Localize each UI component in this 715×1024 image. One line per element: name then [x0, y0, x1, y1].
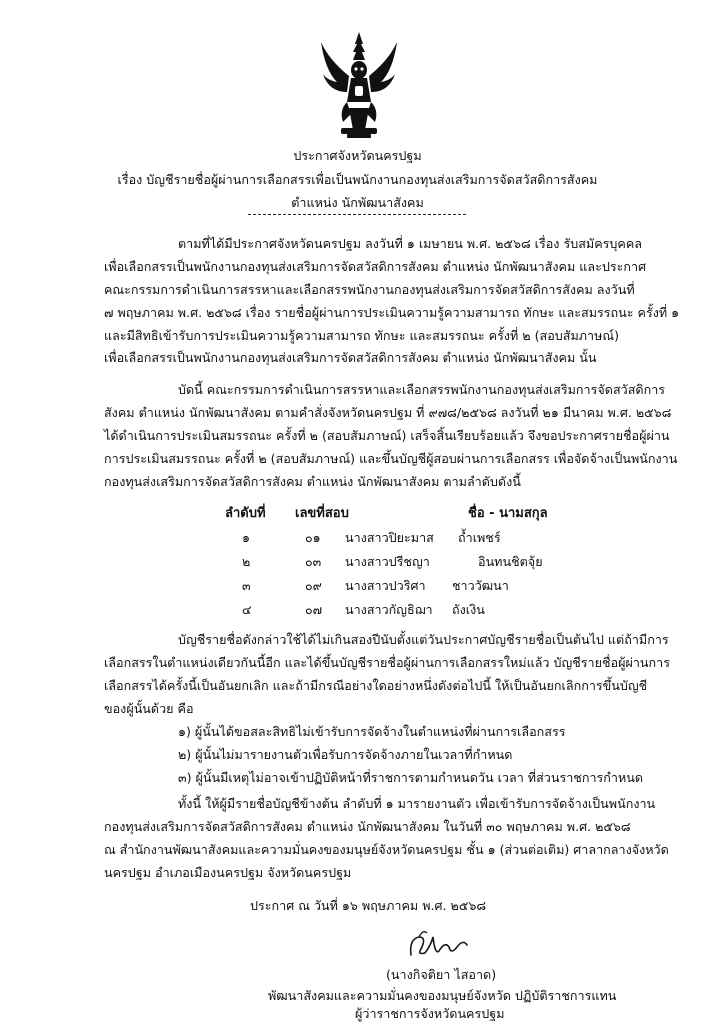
row-first-name: นางสาวปิยะมาส — [345, 530, 434, 545]
table-header-exam-no: เลขที่สอบ — [295, 506, 349, 521]
row-last-name: อินทนชิตจุ้ย — [478, 554, 543, 569]
paragraph-1-line: ตามที่ได้มีประกาศจังหวัดนครปฐม ลงวันที่ ๑ เมษายน พ.ศ. ๒๕๖๘ เรื่อง รับสมัครบุคคล — [178, 236, 642, 251]
row-first-name: นางสาวปรีชญา — [345, 554, 430, 569]
header-separator — [248, 214, 466, 215]
condition-item: ๒) ผู้นั้นไม่มารายงานตัวเพื่อรับการจัดจ้างภายในเวลาที่กำหนด — [178, 747, 513, 762]
announcement-subject: เรื่อง บัญชีรายชื่อผู้ผ่านการเลือกสรรเพื่อเป็นพนักงานกองทุนส่งเสริมการจัดสวัสดิการสังคม — [117, 172, 598, 187]
row-exam-no: ๐๑ — [305, 530, 321, 545]
paragraph-1-line: เพื่อเลือกสรรเป็นพนักงานกองทุนส่งเสริมการจัดสวัสดิการสังคม ตำแหน่ง นักพัฒนาสังคม นั้น — [104, 350, 597, 365]
garuda-emblem-icon — [319, 30, 399, 140]
signer-title: พัฒนาสังคมและความมั่นคงของมนุษย์จังหวัด ปฏิบัติราชการแทน — [268, 988, 617, 1003]
paragraph-2-line: การประเมินสมรรถนะ ครั้งที่ ๒ (สอบสัมภาษณ์) และขึ้นบัญชีผู้สอบผ่านการเลือกสรร เพื่อจัดจ้างเป็นพนักงาน — [104, 451, 678, 466]
row-exam-no: ๐๙ — [305, 578, 322, 593]
paragraph-4-line: ทั้งนี้ ให้ผู้มีรายชื่อบัญชีข้างต้น ลำดับที่ ๑ มารายงานตัว เพื่อเข้ารับการจัดจ้างเป็นพนักงาน — [178, 796, 656, 811]
condition-item: ๑) ผู้นั้นได้ขอสละสิทธิไม่เข้ารับการจัดจ้างในตำแหน่งที่ผ่านการเลือกสรร — [178, 724, 566, 739]
paragraph-2-line: บัดนี้ คณะกรรมการดำเนินการสรรหาและเลือกสรรพนักงานกองทุนส่งเสริมการจัดสวัสดิการ — [178, 382, 666, 397]
row-order: ๒ — [242, 554, 251, 569]
paragraph-3-line: เลือกสรรได้ครั้งนี้เป็นอันยกเลิก และถ้ามีกรณีอย่างใดอย่างหนึ่งดังต่อไปนี้ ให้เป็นอันยกเลิกการขึ้นบัญชี — [104, 678, 648, 693]
row-exam-no: ๐๗ — [305, 602, 323, 617]
paragraph-2-line: สังคม ตำแหน่ง นักพัฒนาสังคม ตามคำสั่งจังหวัดนครปฐม ที่ ๙๗๘/๒๕๖๘ ลงวันที่ ๒๑ มีนาคม พ.ศ. ๒๕๖๘ — [104, 405, 672, 420]
row-first-name: นางสาวกัญธิฌา — [345, 602, 433, 617]
announcement-title: ประกาศจังหวัดนครปฐม — [293, 148, 422, 163]
row-last-name: ถ้ำเพชร์ — [458, 530, 501, 545]
row-order: ๔ — [242, 602, 252, 617]
announcement-date: ประกาศ ณ วันที่ ๑๖ พฤษภาคม พ.ศ. ๒๕๖๘ — [250, 898, 487, 913]
signer-name: (นางกิจติยา ไสอาด) — [386, 967, 497, 982]
paragraph-1-line: คณะกรรมการดำเนินการสรรหาและเลือกสรรพนักงานกองทุนส่งเสริมการจัดสวัสดิการสังคม ลงวันที่ — [104, 282, 635, 297]
row-last-name: ถังเงิน — [452, 602, 485, 617]
paragraph-2-line: ได้ดำเนินการประเมินสมรรถนะ ครั้งที่ ๒ (สอบสัมภาษณ์) เสร็จสิ้นเรียบร้อยแล้ว จึงขอประกาศรายชื่อผู้ผ่าน — [104, 428, 670, 443]
paragraph-3-line: ของผู้นั้นด้วย คือ — [104, 701, 194, 716]
paragraph-1-line: ๗ พฤษภาคม พ.ศ. ๒๕๖๘ เรื่อง รายชื่อผู้ผ่านการประเมินความรู้ความสามารถ ทักษะ และสมรรถนะ ครั้งที่ ๑ — [104, 305, 680, 320]
announcement-position: ตำแหน่ง นักพัฒนาสังคม — [291, 195, 424, 210]
row-first-name: นางสาวปวริศา — [345, 578, 426, 593]
row-order: ๑ — [242, 530, 250, 545]
signer-title-governor: ผู้ว่าราชการจังหวัดนครปฐม — [355, 1006, 505, 1021]
paragraph-4-line: ณ สำนักงานพัฒนาสังคมและความมั่นคงของมนุษย์จังหวัดนครปฐม ชั้น ๑ (ส่วนต่อเติม) ศาลากลางจังหวัด — [104, 842, 669, 857]
paragraph-3-line: บัญชีรายชื่อดังกล่าวใช้ได้ไม่เกินสองปีนับตั้งแต่วันประกาศบัญชีรายชื่อเป็นต้นไป แต่ถ้ามีการ — [178, 632, 669, 647]
row-exam-no: ๐๓ — [305, 554, 322, 569]
paragraph-4-line: นครปฐม อำเภอเมืองนครปฐม จังหวัดนครปฐม — [104, 865, 352, 880]
paragraph-1-line: และมีสิทธิเข้ารับการประเมินความรู้ความสามารถ ทักษะ และสมรรถนะ ครั้งที่ ๒ (สอบสัมภาษณ์) — [104, 328, 620, 343]
paragraph-1-line: เพื่อเลือกสรรเป็นพนักงานกองทุนส่งเสริมการจัดสวัสดิการสังคม ตำแหน่ง นักพัฒนาสังคม และประกาศ — [104, 259, 647, 274]
row-order: ๓ — [242, 578, 251, 593]
paragraph-3-line: เลือกสรรในตำแหน่งเดียวกันนี้อีก และได้ขึ้นบัญชีรายชื่อผู้ผ่านการเลือกสรรใหม่แล้ว บัญชีรายชื่อผู้ผ่านการ — [104, 655, 670, 670]
table-header-name: ชื่อ - นามสกุล — [468, 506, 548, 521]
handwritten-signature — [405, 925, 475, 965]
condition-item: ๓) ผู้นั้นมีเหตุไม่อาจเข้าปฏิบัติหน้าที่ราชการตามกำหนดวัน เวลา ที่ส่วนราชการกำหนด — [178, 770, 644, 785]
paragraph-2-line: กองทุนส่งเสริมการจัดสวัสดิการสังคม ตำแหน่ง นักพัฒนาสังคม ตามลำดับดังนี้ — [104, 474, 521, 489]
row-last-name: ชาววัฒนา — [452, 578, 509, 593]
table-header-order: ลำดับที่ — [225, 506, 266, 521]
paragraph-4-line: กองทุนส่งเสริมการจัดสวัสดิการสังคม ตำแหน่ง นักพัฒนาสังคม ในวันที่ ๓๐ พฤษภาคม พ.ศ. ๒๕๖๘ — [104, 819, 631, 834]
